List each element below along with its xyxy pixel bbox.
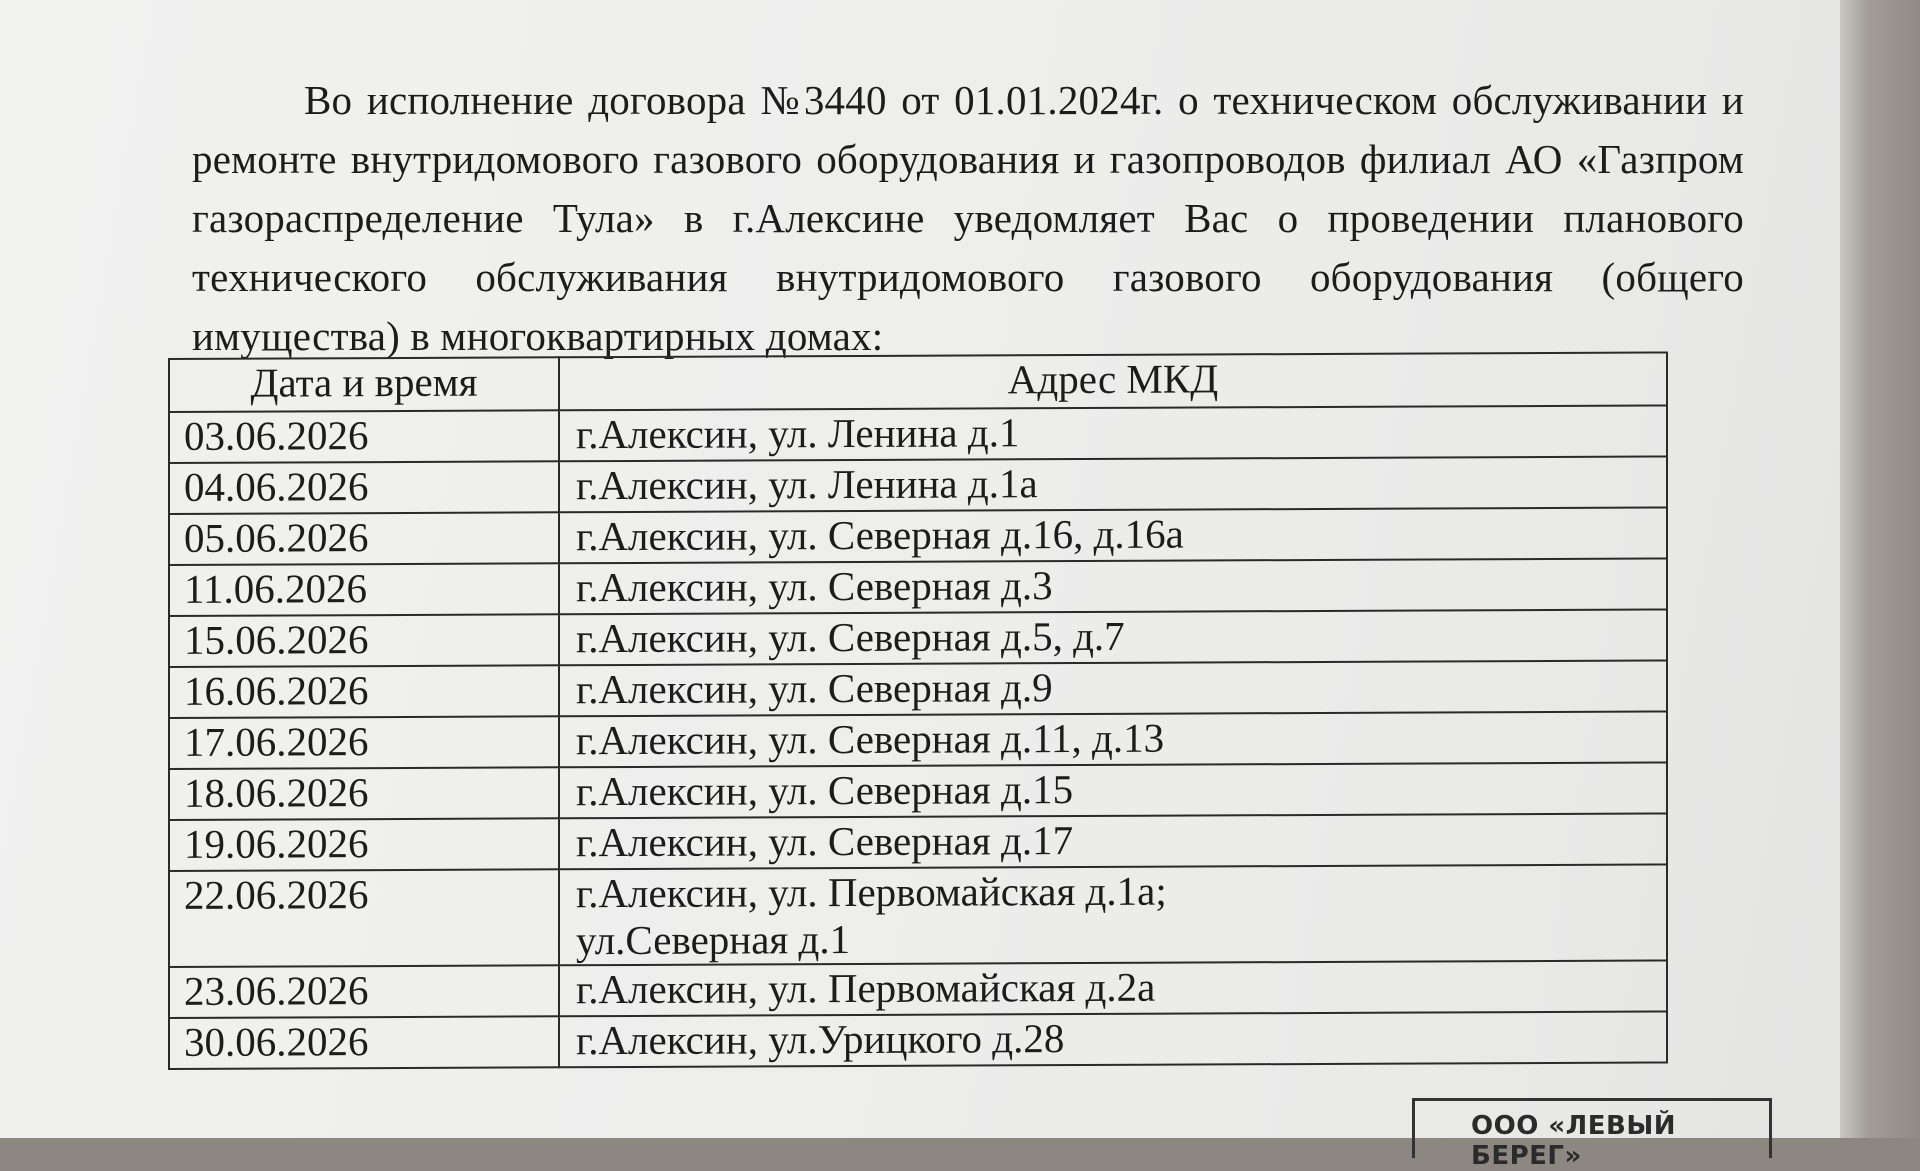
row-address: г.Алексин, ул.Урицкого д.28	[559, 1011, 1667, 1067]
table-row	[169, 507, 1667, 565]
table-row	[169, 762, 1667, 820]
row-address: г.Алексин, ул. Северная д.9	[559, 660, 1667, 716]
table-row	[169, 864, 1667, 967]
intro-paragraph: Во исполнение договора №3440 от 01.01.2024г. о техническом обслуживании и ремонте внутридомового газового оборудования и газопроводов филиал АО «Газпром газораспределение Тула» в г.Алексине уведомляет Вас о проведении планового технического обслуживания внутридомового газового оборудования (общего имущества) в многоквартирных домах:	[192, 77, 1744, 359]
header-date: Дата и время	[169, 357, 559, 412]
row-address: г.Алексин, ул. Северная д.5, д.7	[559, 609, 1667, 665]
row-date: 30.06.2026	[169, 1016, 559, 1069]
row-address: г.Алексин, ул. Северная д.16, д.16а	[559, 507, 1667, 563]
table-row	[169, 558, 1667, 616]
schedule-table-wrapper	[168, 351, 1668, 1070]
row-date: 05.06.2026	[169, 512, 559, 565]
table-row	[169, 1011, 1667, 1069]
row-date: 19.06.2026	[169, 818, 559, 871]
row-address-multiline	[559, 864, 1667, 965]
row-address: г.Алексин, ул. Северная д.17	[559, 813, 1667, 869]
row-address: г.Алексин, ул. Северная д.3	[559, 558, 1667, 614]
row-address: г.Алексин, ул. Ленина д.1	[559, 405, 1667, 461]
table-row	[169, 960, 1667, 1018]
table-header-row	[169, 352, 1667, 412]
row-date: 04.06.2026	[169, 461, 559, 514]
row-date: 22.06.2026	[169, 869, 559, 967]
table-row	[169, 660, 1667, 718]
company-stamp: ООО «ЛЕВЫЙ БЕРЕГ»	[1412, 1098, 1772, 1158]
row-date: 18.06.2026	[169, 767, 559, 820]
table-row	[169, 711, 1667, 769]
row-date: 15.06.2026	[169, 614, 559, 667]
row-address-line2: ул.Северная д.1	[576, 916, 851, 964]
page-edge-shadow	[1840, 0, 1920, 1138]
row-date: 23.06.2026	[169, 965, 559, 1018]
row-date: 11.06.2026	[169, 563, 559, 616]
row-date: 17.06.2026	[169, 716, 559, 769]
row-address-line1: г.Алексин, ул. Первомайская д.1а;	[576, 867, 1167, 917]
row-address: г.Алексин, ул. Первомайская д.2а	[559, 960, 1667, 1016]
row-date: 16.06.2026	[169, 665, 559, 718]
table-row	[169, 456, 1667, 514]
table-row	[169, 609, 1667, 667]
table-row	[169, 405, 1667, 463]
row-date: 03.06.2026	[169, 410, 559, 463]
row-address: г.Алексин, ул. Ленина д.1а	[559, 456, 1667, 512]
table-row	[169, 813, 1667, 871]
schedule-table	[168, 351, 1668, 1070]
header-address: Адрес МКД	[559, 352, 1667, 410]
row-address: г.Алексин, ул. Северная д.15	[559, 762, 1667, 818]
row-address: г.Алексин, ул. Северная д.11, д.13	[559, 711, 1667, 767]
